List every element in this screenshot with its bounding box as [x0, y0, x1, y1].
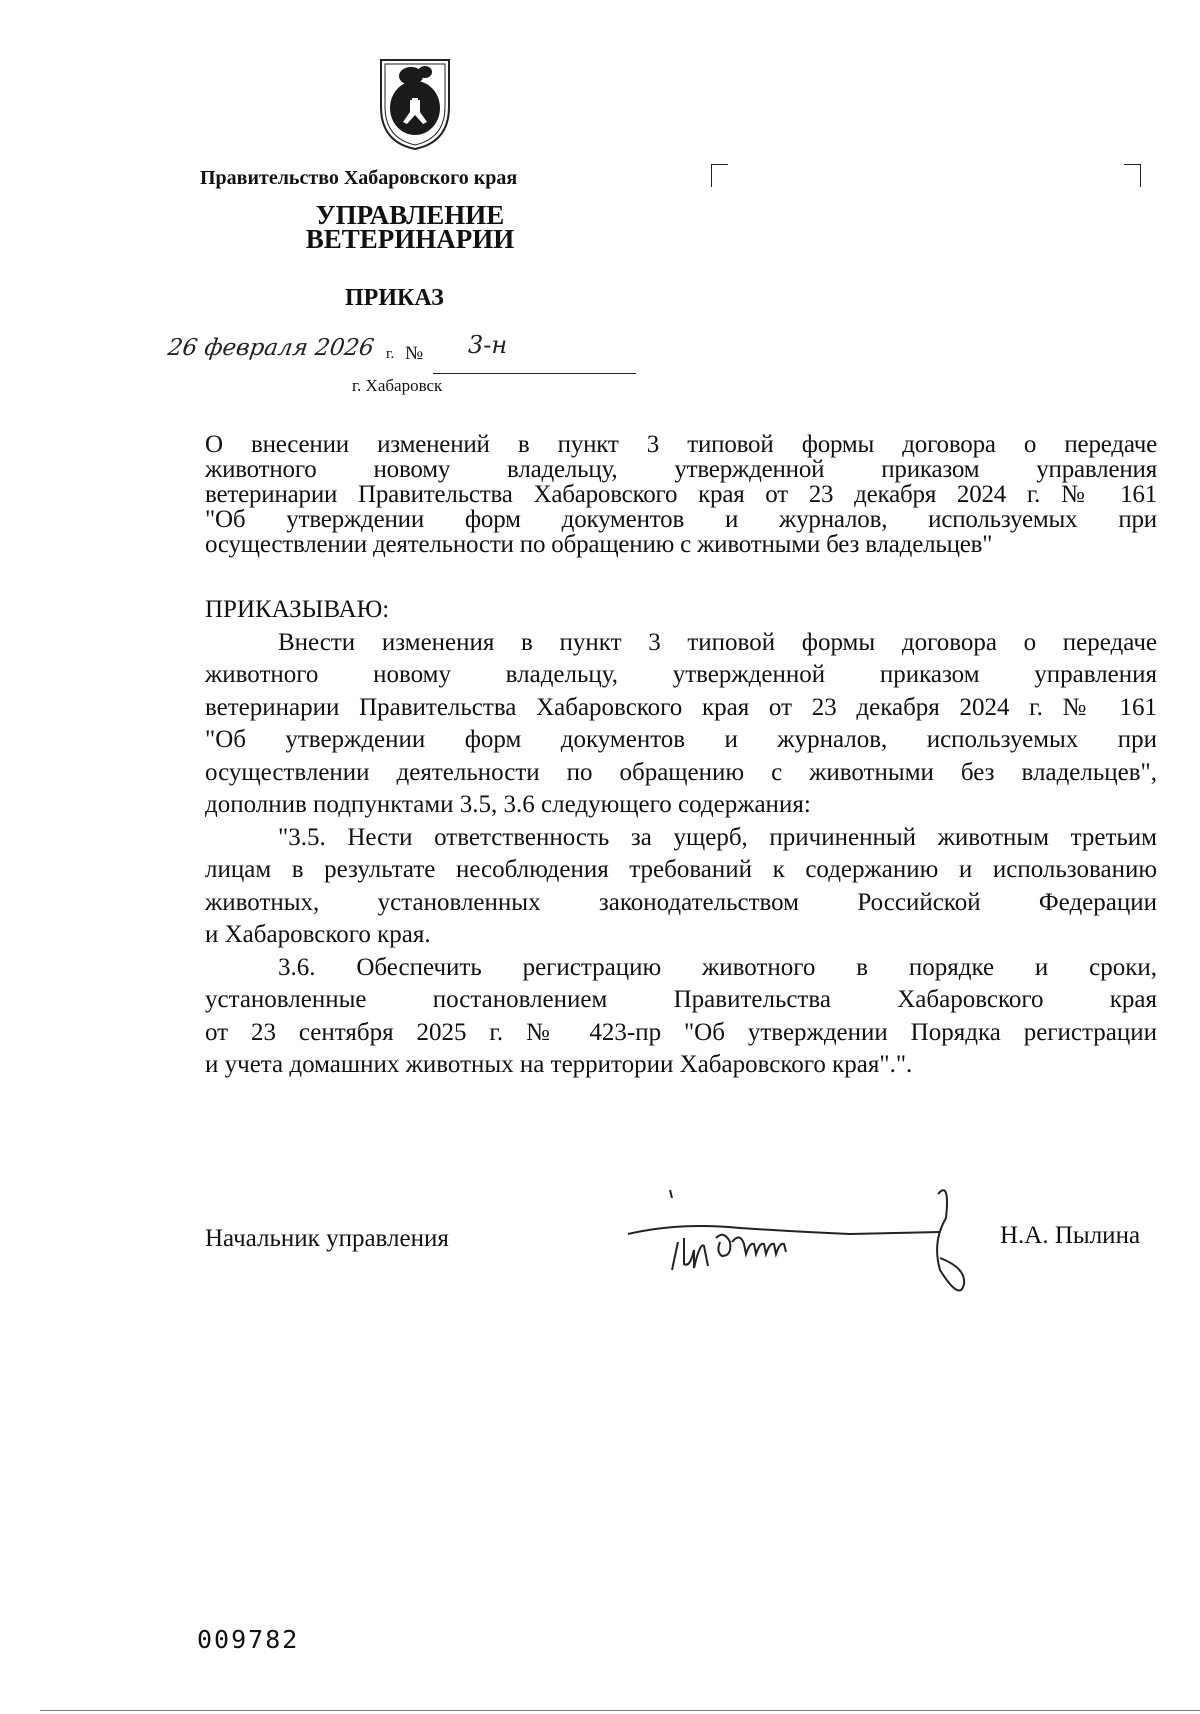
number-label: № [405, 343, 424, 364]
date-handwritten: 26 февраля 2026 [166, 335, 376, 361]
government-name: Правительство Хабаровского края [200, 167, 518, 189]
document-subject [205, 432, 1157, 557]
corner-mark-left [711, 164, 728, 187]
department-name-line1: УПРАВЛЕНИЕ [315, 200, 505, 230]
order-word: ПРИКАЗЫВАЮ: [205, 596, 390, 623]
paragraph-2 [205, 822, 1157, 952]
paragraph-line: и учета домашних животных на территории Хабаровского края".". [205, 1051, 913, 1078]
paragraph-line: "Об утверждении форм документов и журналов, используемых при [205, 726, 1157, 753]
paragraph-line: дополнив подпунктами 3.5, 3.6 следующего содержания: [205, 791, 811, 818]
page-bottom-edge [40, 1710, 1200, 1711]
paragraph-line: и Хабаровского края. [205, 921, 431, 948]
department-name-line2: ВЕТЕРИНАРИИ [305, 224, 515, 254]
coat-of-arms-emblem [375, 52, 455, 152]
registration-number: 009782 [197, 1625, 300, 1654]
paragraph-line: Внести изменения в пункт 3 типовой формы договора о передаче [278, 628, 1157, 656]
paragraph-line: лицам в результате несоблюдения требований к содержанию и использованию [205, 856, 1157, 883]
paragraph-line: осуществлении деятельности по обращению с животными без владельцев", [205, 758, 1157, 786]
paragraph-line: "3.5. Нести ответственность за ущерб, причиненный животным третьим [278, 823, 1157, 851]
paragraph-line: животного новому владельцу, утвержденной приказом управления [205, 661, 1157, 688]
date-number-row [166, 331, 638, 375]
paragraph-line: 3.6. Обеспечить регистрацию животного в порядке и сроки, [278, 953, 1157, 981]
subject-line: ветеринарии Правительства Хабаровского края от 23 декабря 2024 г. № 161 [205, 481, 1157, 508]
document-type: ПРИКАЗ [345, 285, 444, 311]
subject-line: О внесении изменений в пункт 3 типовой формы договора о передаче [205, 431, 1157, 458]
signatory-position: Начальник управления [205, 1225, 449, 1252]
paragraph-line: ветеринарии Правительства Хабаровского края от 23 декабря 2024 г. № 161 [205, 693, 1157, 721]
corner-mark-right [1124, 164, 1141, 187]
subject-line: осуществлении деятельности по обращению с животными без владельцев" [205, 531, 993, 558]
paragraph-line: установленные постановлением Правительства Хабаровского края [205, 986, 1157, 1013]
signatory-name: Н.А. Пылина [1000, 1222, 1141, 1249]
subject-line: "Об утверждении форм документов и журналов, используемых при [205, 506, 1157, 533]
number-handwritten: 3-н [468, 331, 508, 359]
number-underline [433, 373, 636, 374]
paragraph-line: животных, установленных законодательством Российской Федерации [205, 888, 1157, 916]
city: г. Хабаровск [352, 376, 443, 395]
subject-line: животного новому владельцу, утвержденной приказом управления [205, 456, 1157, 483]
date-year-suffix: г. [386, 346, 395, 362]
paragraph-line: от 23 сентября 2025 г. № 423-пр "Об утверждении Порядка регистрации [205, 1018, 1157, 1046]
paragraph-3 [205, 952, 1157, 1082]
paragraph-1 [205, 627, 1157, 822]
handwritten-signature [620, 1172, 980, 1317]
document-body [205, 594, 1157, 1082]
department-name [200, 200, 620, 254]
